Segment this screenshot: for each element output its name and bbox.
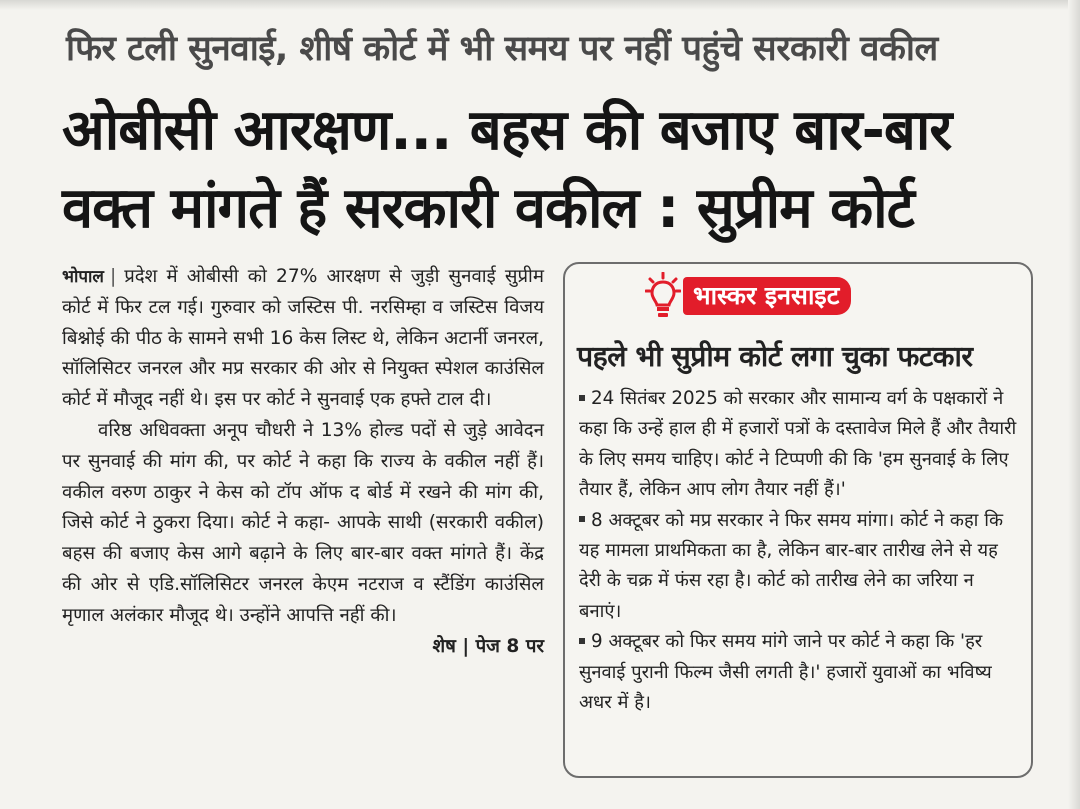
insight-box-title: पहले भी सुप्रीम कोर्ट लगा चुका फटकार	[577, 340, 973, 373]
dateline: भोपाल	[62, 267, 104, 287]
headline-line-1: ओबीसी आरक्षण... बहस की बजाए बार-बार	[62, 98, 952, 163]
bullet-icon	[579, 395, 585, 401]
article-body	[62, 262, 544, 662]
lightbulb-icon	[645, 272, 681, 320]
insight-list	[579, 384, 1019, 718]
insight-logo	[645, 272, 851, 320]
paragraph-1-text: प्रदेश में ओबीसी को 27% आरक्षण से जुड़ी सुनवाई सुप्रीम कोर्ट में फिर टल गई। गुरुवार को जस्टिस पी. नरसिम्हा व जस्टिस विजय बिश्नोई की पीठ के सामने सभी 16 केस लिस्ट थे, लेकिन अटार्नी जनरल, सॉलिसिटर जनरल और मप्र सरकार की ओर से नियुक्त स्पेशल काउंसिल कोर्ट में मौजूद नहीं थे। इस पर कोर्ट ने सुनवाई एक हफ्ते टाल दी।	[62, 266, 544, 411]
article-paragraph-1	[62, 262, 544, 416]
list-item: 24 सितंबर 2025 को सरकार और सामान्य वर्ग के पक्षकारों ने कहा कि उन्हें हाल ही में हजारों पत्रों के दस्तावेज मिले हैं और तैयारी के लिए समय चाहिए। कोर्ट ने टिप्पणी की कि 'हम सुनवाई के लिए तैयार हैं, लेकिन आप लोग तैयार नहीं हैं।'	[579, 388, 1017, 501]
continued-on-page: शेष | पेज 8 पर	[432, 635, 544, 657]
insight-box	[563, 262, 1033, 778]
dateline-separator: |	[109, 266, 117, 287]
headline-line-2: वक्त मांगते हैं सरकारी वकील : सुप्रीम कोर्ट	[62, 176, 914, 241]
bullet-icon	[579, 638, 585, 644]
page-right-edge	[1068, 0, 1080, 809]
bullet-icon	[579, 516, 585, 522]
list-item: 9 अक्टूबर को फिर समय मांगे जाने पर कोर्ट ने कहा कि 'हर सुनवाई पुरानी फिल्म जैसी लगती है।' हजारों युवाओं का भविष्य अधर में है।	[579, 631, 992, 714]
insight-tag: भास्कर इनसाइट	[683, 277, 851, 316]
list-item: 8 अक्टूबर को मप्र सरकार ने फिर समय मांगा। कोर्ट ने कहा कि यह मामला प्राथमिकता का है, लेकिन बार-बार तारीख लेने से यह देरी के चक्र में फंस रहा है। कोर्ट को तारीख लेने का जरिया न बनाएं।	[579, 509, 1003, 622]
paragraph-2-text: वरिष्ठ अधिवक्ता अनूप चौधरी ने 13% होल्ड पदों से जुड़े आवेदन पर सुनवाई की मांग की, पर कोर्ट ने कहा कि राज्य के वकील नहीं हैं। वकील वरुण ठाकुर ने केस को टॉप ऑफ द बोर्ड में रखने की मांग की, जिसे कोर्ट ने ठुकरा दिया। कोर्ट ने कहा- आपके साथी (सरकारी वकील) बहस की बजाए केस आगे बढ़ाने के लिए बार-बार वक्त मांगते हैं। केंद्र की ओर से एडि.सॉलिसिटर जनरल केएम नटराज व स्टैंडिंग काउंसिल मृणाल अलंकार मौजूद थे। उन्होंने आपत्ति नहीं की।	[62, 419, 544, 626]
page-top-edge	[0, 0, 1080, 10]
article-headline	[62, 92, 1042, 248]
article-paragraph-2	[62, 416, 544, 657]
article-kicker: फिर टली सुनवाई, शीर्ष कोर्ट में भी समय पर नहीं पहुंचे सरकारी वकील	[66, 29, 938, 69]
